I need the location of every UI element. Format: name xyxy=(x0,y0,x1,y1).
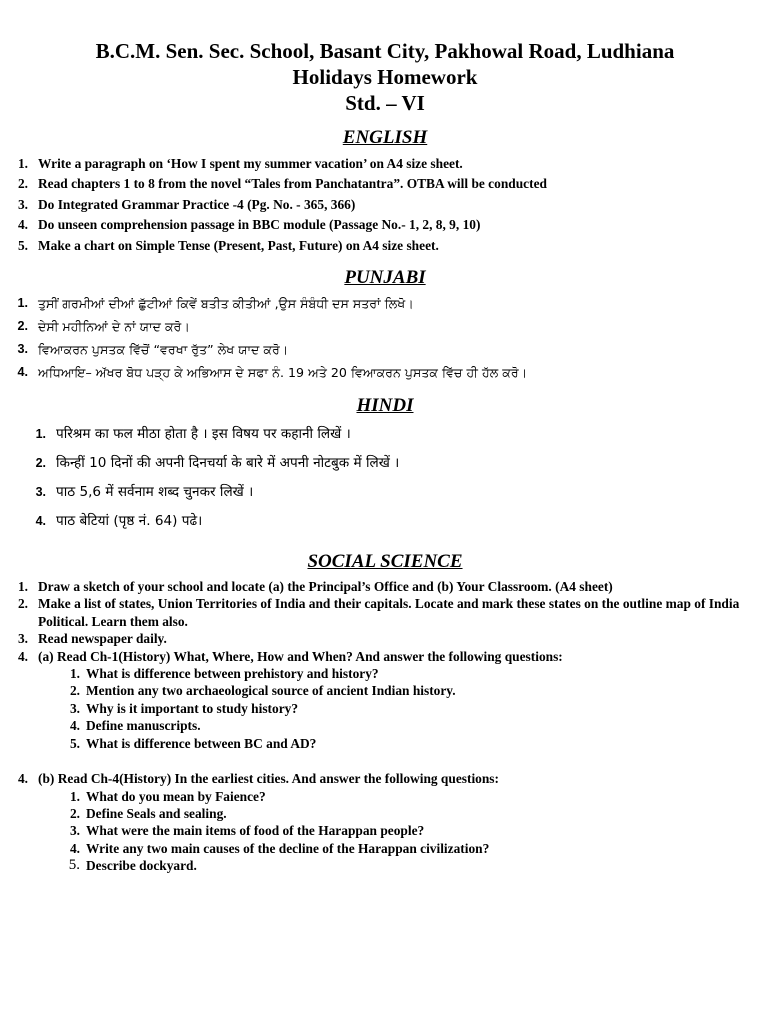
social-science-list xyxy=(0,578,770,665)
hindi-list xyxy=(0,420,770,536)
list-item: 4. (a) Read Ch-1(History) What, Where, How and When? And answer the following questions: xyxy=(17,648,563,664)
document-title: Holidays Homework xyxy=(292,65,478,89)
school-name: B.C.M. Sen. Sec. School, Basant City, Pakhowal Road, Ludhiana xyxy=(95,39,675,63)
list-item: 4. Write any two main causes of the decline of the Harappan civilization? xyxy=(69,840,490,856)
list-item: 4. पाठ बेटियां (पृष्ठ नं. 64) पढे। xyxy=(35,513,203,530)
list-item: 2. ਦੇਸੀ ਮਹੀਨਿਆਂ ਦੇ ਨਾਂ ਯਾਦ ਕਰੋ। xyxy=(17,319,190,335)
class-standard: Std. – VI xyxy=(345,91,425,115)
social-science-list-b xyxy=(0,770,770,787)
list-item: 3. ਵਿਆਕਰਨ ਪੁਸਤਕ ਵਿੱਚੋਂ “ਵਰਖਾ ਰੁੱਤ” ਲੇਖ ਯਾਦ ਕਰੋ। xyxy=(17,342,289,358)
list-item: 1. What is difference between prehistory and history? xyxy=(69,666,379,682)
question-list-b xyxy=(0,788,770,875)
punjabi-section xyxy=(0,266,770,384)
english-section xyxy=(0,126,770,256)
list-item: 4. (b) Read Ch-4(History) In the earliest cities. And answer the following questions: xyxy=(17,771,499,787)
list-item: 2. Make a list of states, Union Territories of India and their capitals. Locate and mark these states on the outline map of India Political. Learn them also. xyxy=(17,596,740,629)
list-item: 3. Do Integrated Grammar Practice -4 (Pg. No. - 365, 366) xyxy=(17,196,356,212)
list-item: 3. पाठ 5,6 में सर्वनाम शब्द चुनकर लिखें । xyxy=(35,484,254,501)
list-item: 1. What do you mean by Faience? xyxy=(69,788,266,804)
list-item: 4. ਅਧਿਆਇ– ਅੱਖਰ ਬੋਧ ਪੜ੍ਹ ਕੇ ਅਭਿਆਸ ਦੇ ਸਫਾ ਨੰ. 19 ਅਤੇ 20 ਵਿਆਕਰਨ ਪੁਸਤਕ ਵਿੱਚ ਹੀ ਹੱਲ ਕਰੋ। xyxy=(17,365,528,381)
list-item: 3. What were the main items of food of the Harappan people? xyxy=(69,823,425,839)
hindi-title: HINDI xyxy=(356,395,414,417)
list-item: 2. किन्हीं 10 दिनों की अपनी दिनचर्या के बारे में अपनी नोटबुक में लिखें । xyxy=(35,455,400,472)
list-item: 2. Mention any two archaeological source of ancient Indian history. xyxy=(69,683,456,699)
list-item: 5. Describe dockyard. xyxy=(68,857,197,874)
list-item: 3. Read newspaper daily. xyxy=(17,631,167,647)
punjabi-list xyxy=(0,292,770,384)
social-science-title: SOCIAL SCIENCE xyxy=(307,551,463,573)
english-title: ENGLISH xyxy=(342,127,428,148)
list-item: 5. What is difference between BC and AD? xyxy=(69,735,317,751)
list-item: 1. Write a paragraph on ‘How I spent my summer vacation’ on A4 size sheet. xyxy=(17,156,463,171)
list-item: 1. परिश्रम का फल मीठा होता है । इस विषय पर कहानी लिखें । xyxy=(35,426,351,443)
hindi-section xyxy=(0,394,770,536)
list-item: 2. Read chapters 1 to 8 from the novel “Tales from Panchatantra”. OTBA will be conducted xyxy=(17,176,547,192)
social-science-section xyxy=(0,550,770,875)
english-list xyxy=(0,154,770,256)
punjabi-title: PUNJABI xyxy=(344,267,426,289)
list-item: 5. Make a chart on Simple Tense (Present, Past, Future) on A4 size sheet. xyxy=(17,237,439,253)
question-list-a xyxy=(0,665,770,752)
list-item: 4. Do unseen comprehension passage in BBC module (Passage No.- 1, 2, 8, 9, 10) xyxy=(17,217,481,233)
list-item: 1. Draw a sketch of your school and locate (a) the Principal’s Office and (b) Your Classroom. (A4 sheet) xyxy=(17,579,613,595)
list-item: 2. Define Seals and sealing. xyxy=(69,805,227,821)
list-item: 3. Why is it important to study history? xyxy=(69,700,299,716)
document-header xyxy=(0,0,770,116)
list-item: 4. Define manuscripts. xyxy=(69,718,201,734)
list-item: 1. ਤੁਸੀਂ ਗਰਮੀਆਂ ਦੀਆਂ ਛੁੱਟੀਆਂ ਕਿਵੇਂ ਬਤੀਤ ਕੀਤੀਆਂ ,ਉਸ ਸੰਬੰਧੀ ਦਸ ਸਤਰਾਂ ਲਿਖੋ। xyxy=(17,296,414,312)
